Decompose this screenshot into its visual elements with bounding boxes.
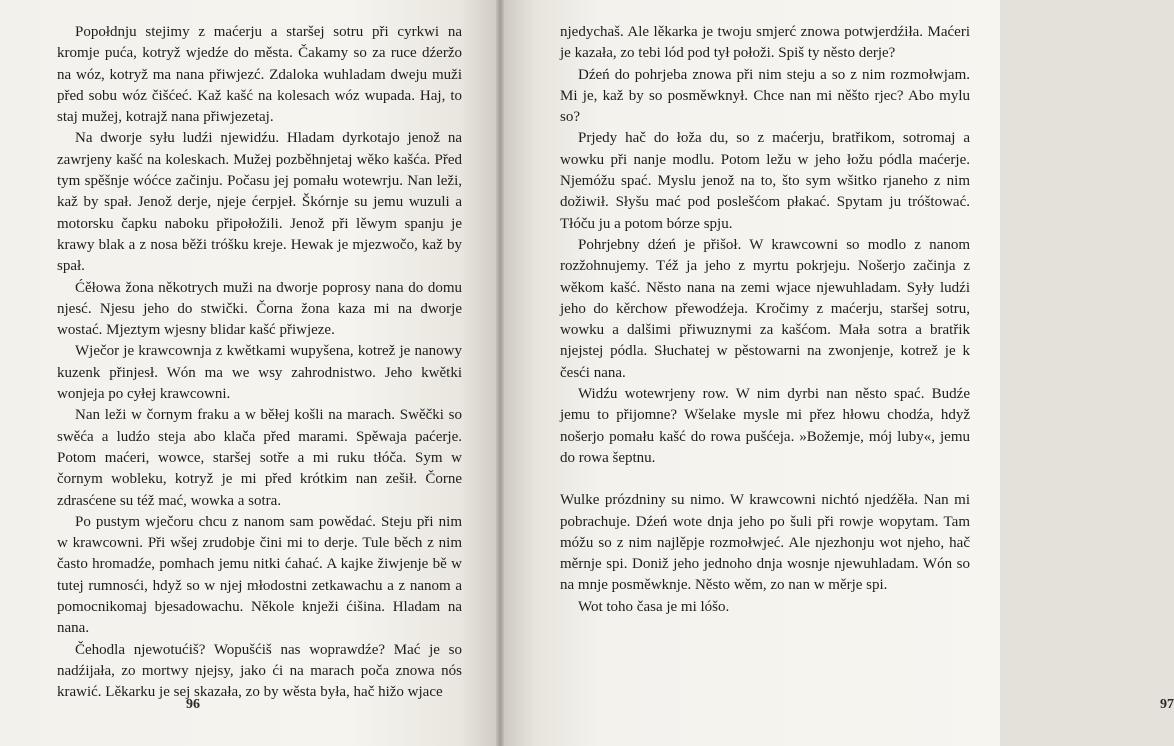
paragraph: Wot toho časa je mi lóšo. [578,598,730,615]
paragraph: Widźu wotewrjeny row. W nim dyrbi nan něsto spać. Budźe jemu to přijomne? Wšelake mysle mi přez hłowu chodźa, hdyž nošerjo pomału kašć do rowa pušćeja. »Božemje, mój luby«, jemu do rowa šeptnu. [560,386,970,466]
paragraph: Po pustym wječoru chcu z nanom sam powědać. Steju při nim w krawcowni. Při wšej zrudobje čini mi to derje. Tule běch z nim často hromadźe, pomhach jemu nitki ćahać. A kajke žiwjenje bě w tutej rumnosći, hdyž so w njej młodostni zetkawachu a z nanom a pomocnikomaj bjesadowachu. Někole knježi ćišina. Hladam na nana. [57,513,462,637]
paragraph: njedychaš. Ale lěkarka je twoju smjerć znowa potwjerdźiła. Maćeri je kazała, zo tebi lód pod tył połoži. Spiš ty něsto derje? [560,24,970,62]
paragraph: Ćěłowa žona někotrych muži na dworje poprosy nana do domu njesć. Njesu jeho do stwički. Čorna žona kaza mi na dworje wostać. Mjeztym wjesny blidar kašć přiwjeze. [57,279,462,339]
paragraph: Popołdnju stejimy z maćerju a staršej sotru při cyrkwi na kromje puća, kotryž wjedźe do města. Čakamy so za ruce dźeržo na wóz, kotryž ma nana přiwjezć. Zdaloka wuhladam dweju muži před sobu wóz čišćeć. Kaž kašć na kolesach wóz wupada. Haj, to staj mužej, kotrajž nana přiwjezetaj. [57,24,462,126]
left-page-text [57,22,462,704]
paragraph: Dźeń do pohrjeba znowa při nim steju a so z nim rozmołwjam. Mi je, kaž by so posměwknył. Chce nan mi něšto rjec? Abo mylu so? [560,66,970,126]
paragraph: Na dworje syłu ludźi njewidźu. Hladam dyrkotajo jenož na zawrjeny kašć na koleskach. Mužej pozběhnjetaj wěko kašća. Před tym spěšnje wóćce začinju. Počasu jej pomału wotewrju. Nan leži, kaž by spał. Jenož derje, njeje ćerpjeł. Škórnje su jemu wuzuli a motorsku čapku naboku připołožili. Jenož při lěwym spanju je krawy blak a z nosa běži tróšku kreje. Hewak je mjezwočo, kaž by spał. [57,130,462,275]
paragraph: Prjedy hač do łoža du, so z maćerju, bratřikom, sotromaj a wowku při nanje modlu. Potom ležu w jeho łožu pódla maćerje. Njemóžu spać. Myslu jenož na to, što sym wšitko rjaneho z nim dožiwił. Słyšu mać pod poslešćom płakać. Spytam ju tróštować. Tłóču ju a potom bórze spju. [560,130,970,232]
paragraph: Nan leži w čornym fraku a w běłej košli na marach. Swěčki so swěća a ludźo steja abo klača před marami. Spěwaja paćerje. Potom maćeri, wowce, staršej sotře a mi ruku tłóča. Sym w čornym wobleku, kotryž je mi před krótkim nan zešił. Čorne zdrasćene su též mać, wowka a sotra. [57,407,462,509]
paragraph: Wječor je krawcownja z kwětkami wupyšena, kotrež je nanowy kuzenk přinjesł. Wón ma we wsy zahrodnistwo. Jeho kwětki wonjeja po cyłej krawcowni. [57,343,462,403]
paragraph: Wulke prózdniny su nimo. W krawcowni nichtó njedźěła. Nan mi pobrachuje. Dźeń wote dnja jeho po šuli při rowje wopytam. Tam móžu so z nim najlěpje rozmołwjeć. Ale njezhonju wot njeho, hač měrnje spi. Doniž jeho jednoho dnja wosnje njewuhladam. Wón so na mnje posměwknje. Něsto wěm, zo nan w měrje spi. [560,492,970,594]
right-page-text [560,22,970,618]
page-number: 97 [1160,697,1174,712]
paragraph: Čehodla njewotućiš? Wopušćiš nas woprawdźe? Mać je so nadźijała, zo mortwy njejsy, jako ći na marach poča znowa nós krawić. Lěkarku je sej skazała, zo by wěsta była, hač hižo wjace [57,641,462,701]
left-page [0,0,500,746]
book-gutter [496,0,504,746]
page-number: 96 [186,697,200,712]
right-page [500,0,1174,746]
paragraph: Pohrjebny dźeń je přišoł. W krawcowni so modlo z nanom rozžohnujemy. Též ja jeho z myrtu pokrjeju. Nošerjo začinja z wěkom kašć. Něsto nana na zemi wjace njewuhladam. Syły ludźi jeho do kěrchow přewodźeja. Kročimy z maćerju, staršej sotru, wowku a dalšimi přiwuznymi za kašćom. Mała sotra a bratřik njejstej pódla. Słuchatej w pěstowarni na zwonjenje, kotrež je k česći nana. [560,236,970,381]
